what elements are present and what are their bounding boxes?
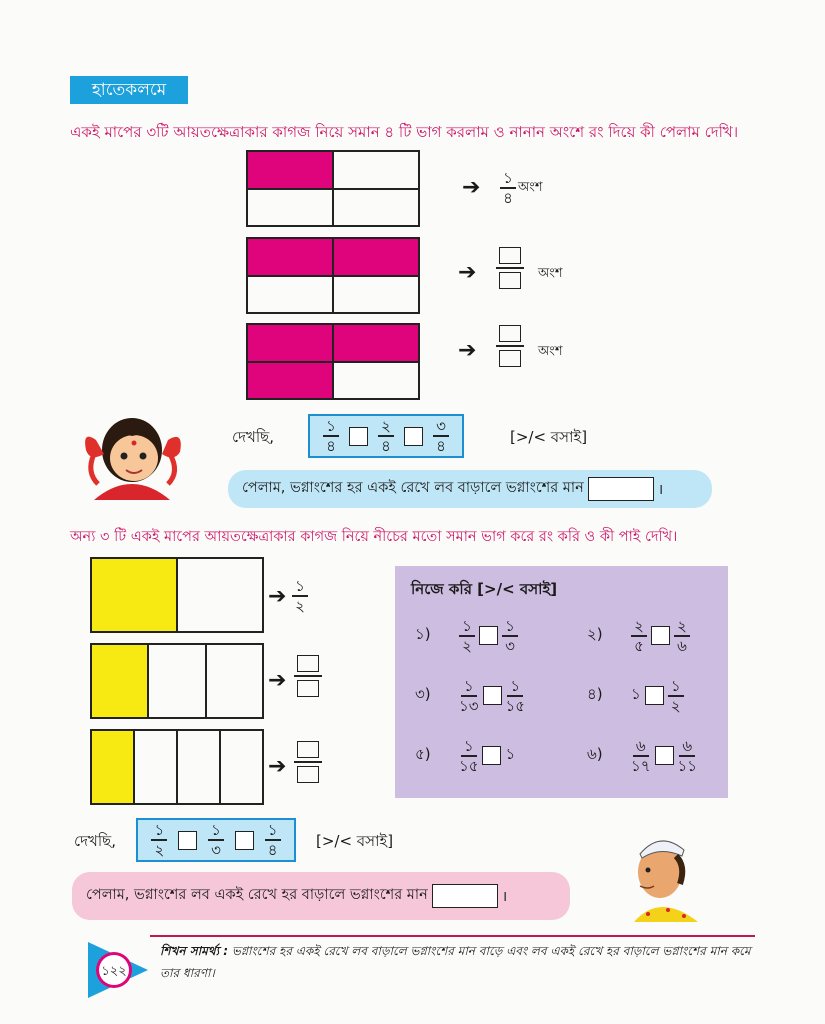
compare-input[interactable] bbox=[479, 626, 498, 645]
practice-item-5: ৫) $\frac{১}{১৫}$ ১ bbox=[415, 737, 516, 775]
compare-input[interactable] bbox=[645, 686, 664, 705]
result-pill-1: পেলাম, ভগ্নাংশের হর একই রেখে লব বাড়ালে ভগ্নাংশের মান । bbox=[228, 470, 712, 508]
practice-item-2: ২) $\frac{২}{৫}$ $\frac{২}{৬}$ bbox=[587, 618, 690, 654]
word-amsha: অংশ bbox=[538, 266, 563, 281]
numerator-box[interactable] bbox=[499, 247, 521, 264]
arrow-icon: ➔ bbox=[462, 175, 481, 200]
girl-illustration bbox=[76, 410, 188, 505]
arrow-icon: ➔ bbox=[268, 584, 287, 609]
compare-input[interactable] bbox=[235, 831, 254, 850]
intro-text: একই মাপের ৩টি আয়তক্ষেত্রাকার কাগজ নিয়ে সমান ৪ টি ভাগ করলাম ও নানান অংশে রং দিয়ে কী পেলাম দেখি। bbox=[70, 123, 739, 141]
practice-item-1: ১) $\frac{১}{২}$ $\frac{১}{৩}$ bbox=[415, 618, 518, 654]
answer-box[interactable] bbox=[432, 884, 498, 908]
practice-item-6: ৬) $\frac{৬}{১৭}$ $\frac{৬}{১১}$ bbox=[587, 737, 697, 775]
arrow-icon: ➔ bbox=[268, 668, 287, 693]
arrow-icon: ➔ bbox=[458, 260, 477, 285]
rect-2 bbox=[246, 237, 420, 314]
footer-text bbox=[160, 940, 770, 984]
compare-input[interactable] bbox=[651, 626, 670, 645]
rect-quarters bbox=[90, 729, 264, 805]
intro2-text: অন্য ৩ টি একই মাপের আয়তক্ষেত্রাকার কাগজ নিয়ে নীচের মতো সমান ভাগ করে রং করি ও কী পাই দেখি। bbox=[70, 529, 678, 545]
see-label: দেখছি, bbox=[74, 832, 116, 850]
page-number: ১২২ bbox=[101, 964, 127, 979]
practice-panel bbox=[395, 566, 728, 798]
rect-1 bbox=[246, 150, 420, 227]
fraction-blank bbox=[496, 325, 524, 367]
rect-thirds bbox=[90, 643, 264, 719]
numerator-box[interactable] bbox=[499, 325, 521, 342]
footer-rule bbox=[150, 935, 755, 937]
fraction-blank bbox=[294, 741, 322, 783]
hint-text: [>/< বসাই] bbox=[316, 832, 394, 850]
fraction-1-2: ১ ২ bbox=[292, 578, 308, 614]
compare-input[interactable] bbox=[483, 686, 502, 705]
arrow-icon: ➔ bbox=[458, 338, 477, 363]
denominator-box[interactable] bbox=[297, 680, 319, 697]
footer-body: ভগ্নাংশের হর একই রেখে লব বাড়ালে ভগ্নাংশের মান বাড়ে এবং লব একই রেখে হর বাড়ালে ভগ্নাংশের মান কমে তার ধারণা। bbox=[160, 944, 751, 980]
numerator-box[interactable] bbox=[297, 655, 319, 672]
practice-item-4: ৪) ১ $\frac{১}{২}$ bbox=[587, 678, 684, 714]
compare-box-2: $\frac{১}{২}$ $\frac{১}{৩}$ $\frac{১}{৪}$ bbox=[136, 818, 296, 862]
compare-input[interactable] bbox=[655, 746, 674, 765]
word-amsha: অংশ bbox=[538, 344, 563, 359]
denominator-box[interactable] bbox=[499, 272, 521, 289]
word-amsha: অংশ bbox=[518, 180, 543, 195]
hint-text: [>/< বসাই] bbox=[510, 428, 588, 446]
compare-input[interactable] bbox=[178, 831, 197, 850]
footer-title: শিখন সামর্থ্য : bbox=[160, 944, 229, 958]
compare-input[interactable] bbox=[404, 427, 423, 446]
fraction-blank bbox=[294, 655, 322, 697]
fraction-blank bbox=[496, 247, 524, 289]
compare-input[interactable] bbox=[482, 746, 501, 765]
practice-item-3: ৩) $\frac{১}{১৩}$ $\frac{১}{১৫}$ bbox=[415, 677, 525, 715]
boy-illustration bbox=[618, 826, 702, 922]
rect-3 bbox=[246, 323, 420, 400]
rect-halves bbox=[90, 557, 264, 633]
practice-title: নিজে করি [>/< বসাই] bbox=[411, 580, 558, 598]
compare-input[interactable] bbox=[349, 427, 368, 446]
section-tag: হাতেকলমে bbox=[70, 76, 188, 104]
denominator-box[interactable] bbox=[499, 350, 521, 367]
compare-box-1: $\frac{১}{৪}$ $\frac{২}{৪}$ $\frac{৩}{৪}$ bbox=[308, 414, 464, 458]
numerator-box[interactable] bbox=[297, 741, 319, 758]
result-text: পেলাম, ভগ্নাংশের হর একই রেখে লব বাড়ালে ভগ্নাংশের মান bbox=[242, 480, 584, 496]
arrow-icon: ➔ bbox=[268, 754, 287, 779]
see-label: দেখছি, bbox=[232, 428, 274, 446]
fraction-1-4: ১ ৪ bbox=[500, 170, 516, 206]
answer-box[interactable] bbox=[588, 477, 654, 501]
result-text: পেলাম, ভগ্নাংশের লব একই রেখে হর বাড়ালে ভগ্নাংশের মান bbox=[86, 887, 428, 903]
result-pill-2: পেলাম, ভগ্নাংশের লব একই রেখে হর বাড়ালে ভগ্নাংশের মান । bbox=[72, 872, 570, 920]
denominator-box[interactable] bbox=[297, 766, 319, 783]
